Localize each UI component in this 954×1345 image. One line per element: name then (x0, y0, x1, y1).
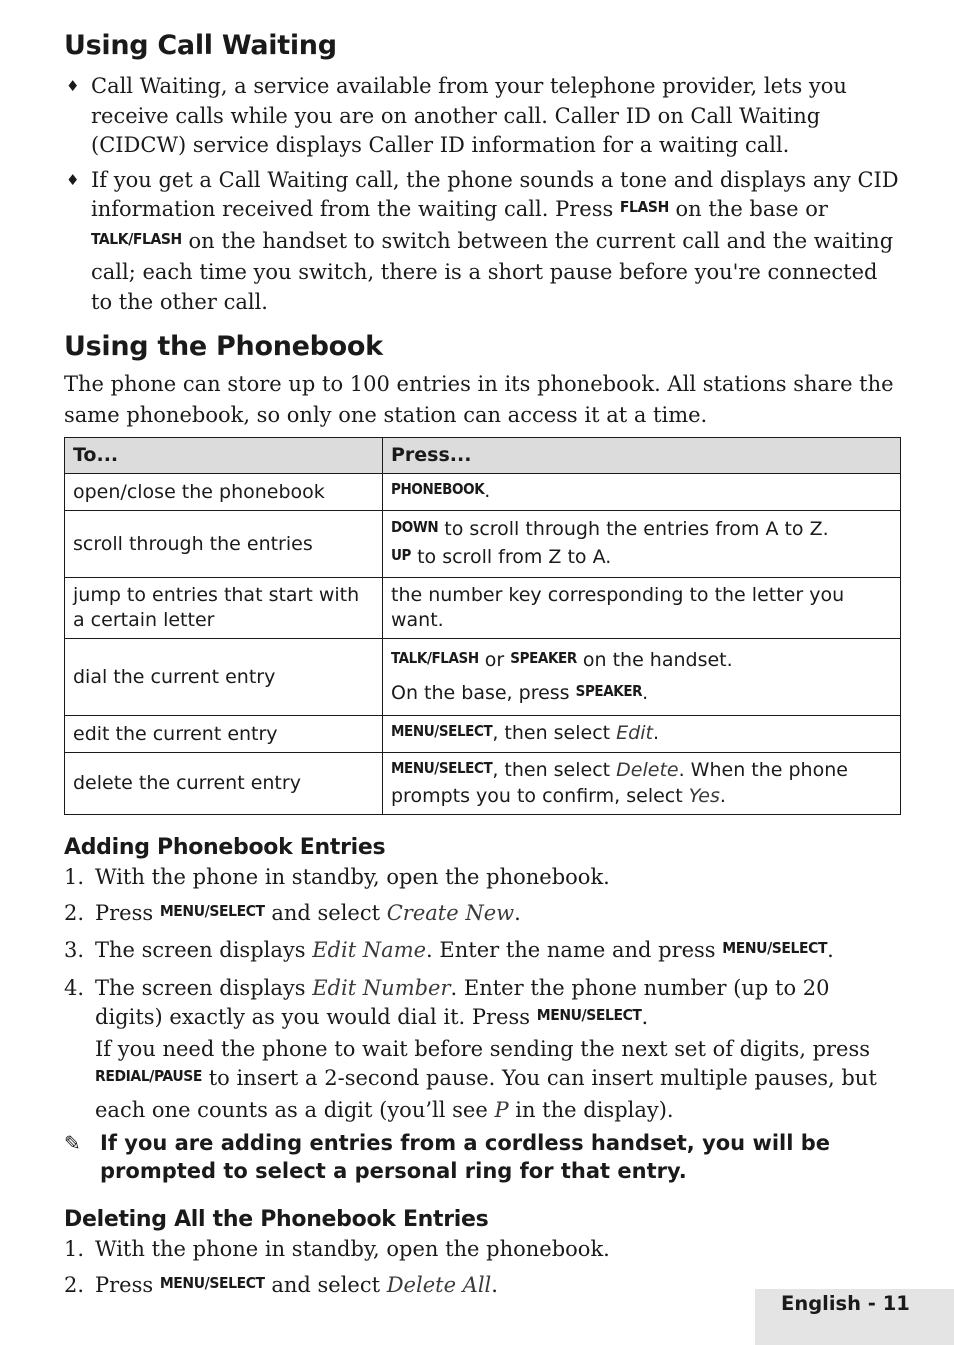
table-row (65, 511, 901, 578)
table-cell: dial the current entry (65, 639, 383, 716)
table-row (65, 753, 901, 815)
call-waiting-heading: Using Call Waiting (64, 30, 337, 61)
table-cell: jump to entries that start with a certain letter (65, 578, 383, 639)
adding-steps (64, 863, 901, 1125)
list-item: 4. The screen displays Edit Number. Enter the phone number (up to 20 digits) exactly as you would dial it. Press MENU/SELECT. If you need the phone to wait before sending the next set of digits, press REDIAL/PAUSE to insert a 2-second pause. You can insert multiple pauses, but each one counts as a digit (you’ll see P in the display). (64, 975, 877, 1122)
column-header: To... (65, 438, 383, 474)
table-cell: the number key corresponding to the letter you want. (383, 578, 901, 639)
list-item: 1. With the phone in standby, open the phonebook. (64, 1237, 610, 1261)
flash-key-label: FLASH (619, 198, 669, 216)
phonebook-heading: Using the Phonebook (64, 331, 383, 362)
list-item: 3. The screen displays Edit Name. Enter the name and press MENU/SELECT. (64, 938, 834, 962)
table-cell: delete the current entry (65, 753, 383, 815)
column-header: Press... (383, 438, 901, 474)
table-cell: TALK/FLASH or SPEAKER on the handset. On the base, press SPEAKER. (383, 639, 901, 716)
manual-page (64, 30, 901, 1302)
table-cell: MENU/SELECT, then select Delete. When the phone prompts you to confirm, select Yes. (383, 753, 901, 815)
table-row (65, 639, 901, 716)
table-cell: PHONEBOOK. (383, 474, 901, 511)
table-cell: open/close the phonebook (65, 474, 383, 511)
table-cell: scroll through the entries (65, 511, 383, 578)
page-number-tab (755, 1289, 954, 1345)
talk-flash-key-label: TALK/FLASH (91, 229, 182, 248)
pencil-note-icon: ✎ (64, 1131, 81, 1155)
bullet-item: ♦ If you get a Call Waiting call, the phone sounds a tone and displays any CID information received from the waiting call. Press FLASH on the base or TALK/FLASH on the handset to switch between the current call and the waiting call; each time you switch, there is a short pause before you're connected to the other call. (66, 167, 899, 314)
table-row (65, 474, 901, 511)
list-item: 2. Press MENU/SELECT and select Create New. (64, 900, 521, 925)
table-header-row (65, 438, 901, 474)
phonebook-intro: The phone can store up to 100 entries in its phonebook. All stations share the same phonebook, so only one station can access it at a time. (64, 372, 894, 427)
call-waiting-bullets (64, 72, 901, 317)
diamond-bullet-icon: ♦ (66, 77, 80, 95)
deleting-entries-heading: Deleting All the Phonebook Entries (64, 1207, 489, 1232)
table-cell: MENU/SELECT, then select Edit. (383, 716, 901, 753)
list-item: 1. With the phone in standby, open the phonebook. (64, 865, 610, 889)
table-row (65, 716, 901, 753)
adding-entries-heading: Adding Phonebook Entries (64, 835, 386, 860)
table-row (65, 578, 901, 639)
page-number-label: English - 11 (781, 1292, 910, 1315)
bullet-item: ♦ Call Waiting, a service available from your telephone provider, lets you receive calls while you are on another call. Caller ID on Call Waiting (CIDCW) service displays Caller ID information for a waiting call. (66, 74, 847, 157)
phonebook-table (64, 437, 901, 815)
table-cell: DOWN to scroll through the entries from A to Z. UP to scroll from Z to A. (383, 511, 901, 578)
diamond-bullet-icon: ♦ (66, 170, 80, 189)
table-cell: edit the current entry (65, 716, 383, 753)
list-item: 2. Press MENU/SELECT and select Delete All. (64, 1272, 498, 1297)
handset-note: ✎ If you are adding entries from a cordless handset, you will be prompted to select a personal ring for that entry. (64, 1131, 831, 1183)
